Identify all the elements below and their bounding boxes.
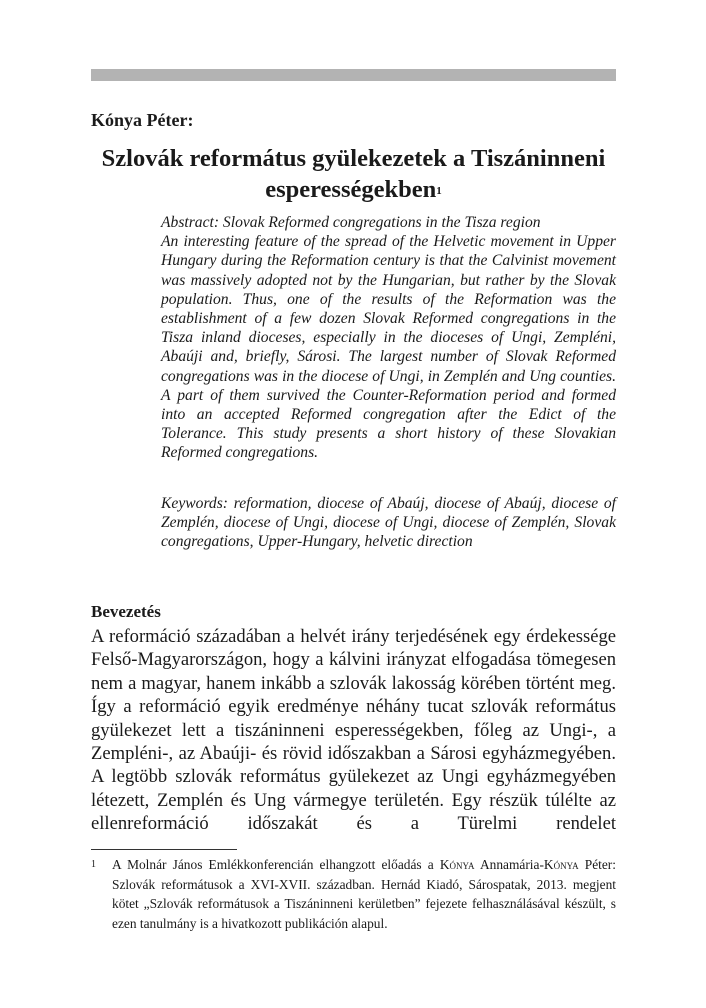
footnote: [91, 855, 616, 933]
intro-paragraph: A reformáció századában a helvét irány terjedésének egy érdekessége Felső-Magyarországon, hogy a kálvini irányzat elfogadása tömegesen nem a magyar, hanem inkább a szlovák lakosság körében történt meg. Így a reformáció egyik eredménye néhány tucat szlovák református gyülekezet lett a tiszáninneni esperességekben, főleg az Ungi-, a Zempléni-, az Abaúji- és rövid időszakban a Sárosi egyházmegyében. A legtöbb szlovák református gyülekezet az Ungi egyházmegyében létezett, Zemplén és Ung vármegye területén. Egy részük túlélte az ellenreformáció időszakát és a Türelmi rendelet: [91, 626, 616, 835]
author-name: Kónya Péter:: [91, 110, 194, 130]
footnote-part-2: Annamária-: [474, 857, 544, 872]
title-line-2-text: esperességekben: [265, 176, 437, 203]
footnote-mark: 1: [91, 859, 96, 870]
article-title: [91, 143, 616, 205]
title-line-1: Szlovák református gyülekezetek a Tiszáninneni: [101, 145, 606, 172]
abstract-text: An interesting feature of the spread of the Helvetic movement in Upper Hungary during the Reformation century is that the Calvinist movement was massively adopted not by the Hungarian, but rather by the Slovak population. Thus, one of the results of the Reformation was the establishment of a few dozen Slovak Reformed congregations in the Tisza inland dioceses, especially in the dioceses of Ungi, Zempléni, Abaúji and, briefly, Sárosi. The largest number of Slovak Reformed congregations was in the diocese of Ungi, in Zemplén and Ung counties. A part of them survived the Counter-Reformation period and formed into an accepted Reformed congregation after the Edict of the Tolerance. This study presents a short history of these Slovakian Reformed congregations.: [161, 233, 616, 462]
footnote-author-1: Kónya: [439, 857, 475, 872]
footnote-part-1: A Molnár János Emlékkonferencián elhangzott előadás a: [112, 857, 440, 872]
footnote-text: [112, 855, 616, 933]
abstract-heading: Abstract: Slovak Reformed congregations in the Tisza region: [161, 214, 541, 231]
footnote-author-2: Kónya: [543, 857, 579, 872]
keywords: Keywords: reformation, diocese of Abaúj, diocese of Abaúj, diocese of Zemplén, diocese of Ungi, diocese of Ungi, diocese of Zemplén, Slovak congregations, Upper-Hungary, helvetic direction: [161, 495, 616, 551]
header-rule: [91, 69, 616, 81]
abstract-block: [161, 213, 616, 463]
title-line-2: [91, 174, 616, 205]
footnote-part-3: Péter: Szlovák reformátusok a XVI-XVII. században. Hernád Kiadó, Sárospatak, 2013. megjent kötet „Szlovák reformátusok a Tiszáninneni kerületben” fejezete felhasználásával készült, s ezen tanulmány is a hivatkozott publikáción alapul.: [112, 857, 616, 931]
footnote-divider: [91, 849, 237, 850]
section-heading: Bevezetés: [91, 602, 161, 621]
title-footnote-mark[interactable]: 1: [436, 185, 442, 197]
